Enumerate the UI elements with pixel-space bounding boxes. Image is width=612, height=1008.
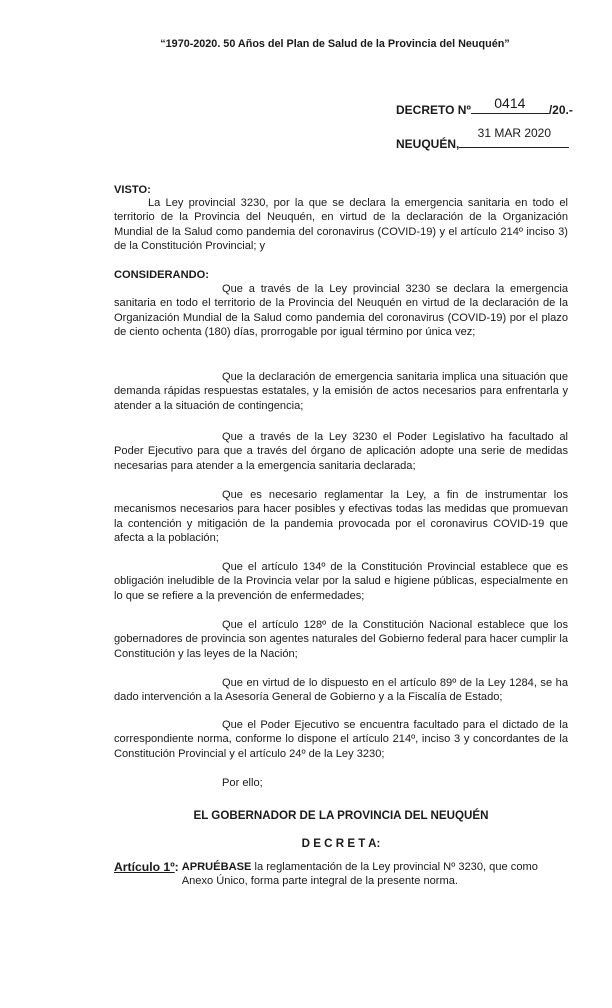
authority-title: EL GOBERNADOR DE LA PROVINCIA DEL NEUQUÉN [193,809,489,822]
article-1-label: Artículo 1º [114,860,175,874]
considerando-paragraph-7: Que en virtud de lo dispuesto en el artículo 89º de la Ley 1284, se ha dado intervención a la Asesoría General de Gobierno y a la Fiscalía de Estado; [114,677,568,704]
considerando-paragraph-3: Que a través de la Ley 3230 el Poder Legislativo ha facultado al Poder Ejecutivo para que a través del órgano de aplicación adopte una serie de medidas necesarias para atender a la emergencia sanitaria declarada; [114,431,568,472]
article-1 [114,860,568,889]
considerando-paragraph-1: Que a través de la Ley provincial 3230 se declara la emergencia sanitaria en todo el territorio de la Provincia del Neuquén en virtud de la declaración de la Organización Mundial de la Salud como pandemia del coronavirus (COVID-19) por el plazo de ciento ochenta (180) días, prorrogable por igual término por única vez; [114,283,568,339]
considerando-paragraph-4: Que es necesario reglamentar la Ley, a fin de instrumentar los mecanismos necesarios para hacer posibles y efectivas todas las medidas que promuevan la contención y mitigación de la pandemia provocada por el coronavirus COVID-19 que afecta a la población; [114,489,568,545]
decree-label: DECRETO Nº [396,103,471,117]
considerando-paragraph-8: Que el Poder Ejecutivo se encuentra facultado para el dictado de la correspondiente norma, conforme lo dispone el artículo 214º, inciso 3 y concordantes de la Constitución Provincial y el artículo 24º de la Ley 3230; [114,719,568,760]
considerando-paragraph-6: Que el artículo 128º de la Constitución Nacional establece que los gobernadores de provincia son agentes naturales del Gobierno federal para hacer cumplir la Constitución y las leyes de la Nación; [114,619,568,660]
place-label: NEUQUÉN, [396,137,460,151]
considerando-paragraph-2: Que la declaración de emergencia sanitaria implica una situación que demanda rápidas respuestas estatales, y la emisión de actos necesarios para enfrentarla y atender a la situación de contingencia; [114,371,568,412]
decree-date-line [396,126,569,153]
considerando-heading: CONSIDERANDO: [114,269,209,281]
decree-date: 31 MAR 2020 [477,126,552,141]
visto-text: La Ley provincial 3230, por la que se declara la emergencia sanitaria en todo el territorio de la Provincia del Neuquén, en virtud de la declaración de la Organización Mundial de la Salud como pandemia del coronavirus (COVID-19) y el artículo 214º inciso 3) de la Constitución Provincial; y [114,197,568,253]
closing-text: Por ello; [222,777,263,789]
date-blank [459,126,569,148]
article-1-body [182,860,568,889]
visto-heading: VISTO: [114,184,151,196]
article-1-verb: APRUÉBASE [181,861,252,873]
header-motto: “1970-2020. 50 Años del Plan de Salud de la Provincia del Neuquén” [160,38,510,50]
decree-number: 0414 [494,94,526,111]
article-1-text: la reglamentación de la Ley provincial Nº 3230, que como Anexo Único, forma parte integral de la presente norma. [181,861,538,888]
decree-suffix: /20.- [548,103,573,117]
article-1-colon: : [174,860,179,874]
decree-number-line [396,94,573,119]
considerando-paragraph-5: Que el artículo 134º de la Constitución Provincial establece que es obligación ineludible de la Provincia velar por la salud e higiene públicas, especialmente en lo que se refiere a la prevención de enfermedades; [114,561,568,602]
decree-number-blank [471,94,549,114]
decreta-heading: D E C R E T A: [301,837,381,850]
